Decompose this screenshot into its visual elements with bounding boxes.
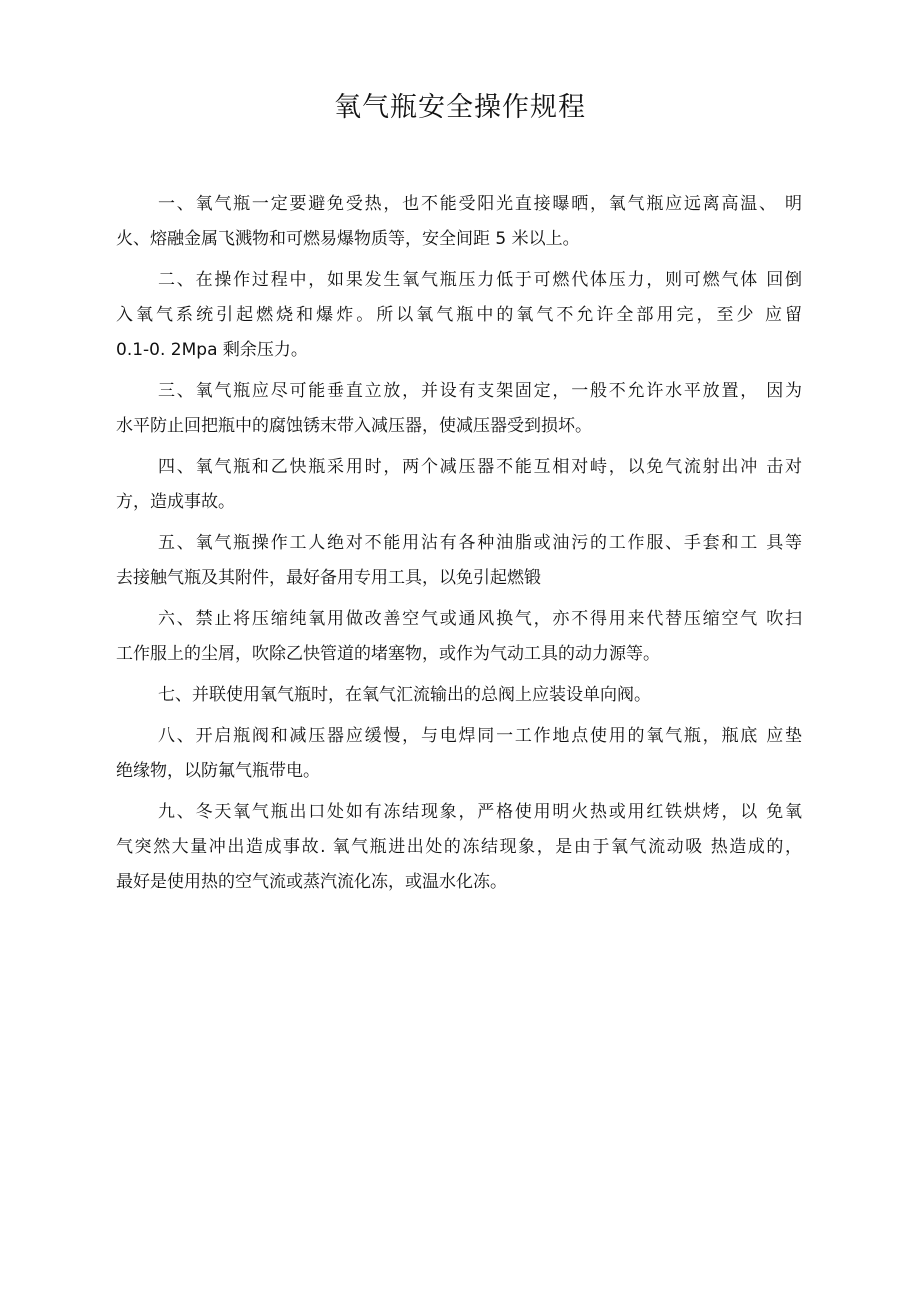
clause-6	[116, 602, 802, 672]
paragraph-line: 水平防止回把瓶中的腐蚀锈末带入减压器，使减压器受到损坏。	[116, 416, 592, 436]
paragraph-line: 九、冬天氧气瓶出口处如有冻结现象，严格使用明火热或用红铁烘烤，以 免氧	[158, 802, 802, 822]
document-body	[116, 187, 802, 906]
paragraph-line: 最好是使用热的空气流或蒸汽流化冻，或温水化冻。	[116, 872, 507, 892]
paragraph-line: 五、氧气瓶操作工人绝对不能用沾有各种油脂或油污的工作服、手套和工 具等	[158, 533, 802, 553]
paragraph-line: 气突然大量冲出造成事故. 氧气瓶进出处的冻结现象，是由于氧气流动吸 热造成的，	[116, 837, 802, 857]
clause-1	[116, 187, 802, 257]
paragraph-line: 去接触气瓶及其附件，最好备用专用工具，以免引起燃锻	[116, 568, 541, 588]
paragraph-line: 三、氧气瓶应尽可能垂直立放，并设有支架固定，一般不允许水平放置， 因为	[158, 381, 802, 401]
paragraph-line: 0.1-0. 2Mpa 剩余压力。	[116, 340, 308, 360]
paragraph-line: 二、在操作过程中，如果发生氧气瓶压力低于可燃代体压力，则可燃气体 回倒	[158, 270, 802, 290]
paragraph-line: 绝缘物，以防氟气瓶带电。	[116, 761, 320, 781]
clause-7	[116, 678, 802, 713]
clause-3	[116, 374, 802, 444]
paragraph-line: 工作服上的尘屑，吹除乙快管道的堵塞物，或作为气动工具的动力源等。	[116, 644, 660, 664]
paragraph-line: 方，造成事故。	[116, 492, 235, 512]
paragraph-line: 火、熔融金属飞溅物和可燃易爆物质等，安全间距 5 米以上。	[116, 229, 580, 249]
clause-5	[116, 526, 802, 596]
clause-2	[116, 263, 802, 368]
paragraph-line: 入氧气系统引起燃烧和爆炸。所以氧气瓶中的氧气不允许全部用完，至少 应留	[116, 305, 802, 325]
paragraph-line: 八、开启瓶阀和减压器应缓慢，与电焊同一工作地点使用的氧气瓶，瓶底 应垫	[158, 726, 802, 746]
paragraph-line: 一、氧气瓶一定要避免受热，也不能受阳光直接曝晒，氧气瓶应远离高温、 明	[158, 194, 802, 214]
page-title: 氧气瓶安全操作规程	[334, 92, 586, 123]
paragraph-line: 七、并联使用氧气瓶时，在氧气汇流输出的总阀上应装设单向阀。	[158, 685, 651, 705]
clause-4	[116, 450, 802, 520]
paragraph-line: 四、氧气瓶和乙快瓶采用时，两个减压器不能互相对峙，以免气流射出冲 击对	[158, 457, 802, 477]
paragraph-line: 六、禁止将压缩纯氧用做改善空气或通风换气，亦不得用来代替压缩空气 吹扫	[158, 609, 802, 629]
clause-9	[116, 795, 802, 900]
clause-8	[116, 719, 802, 789]
